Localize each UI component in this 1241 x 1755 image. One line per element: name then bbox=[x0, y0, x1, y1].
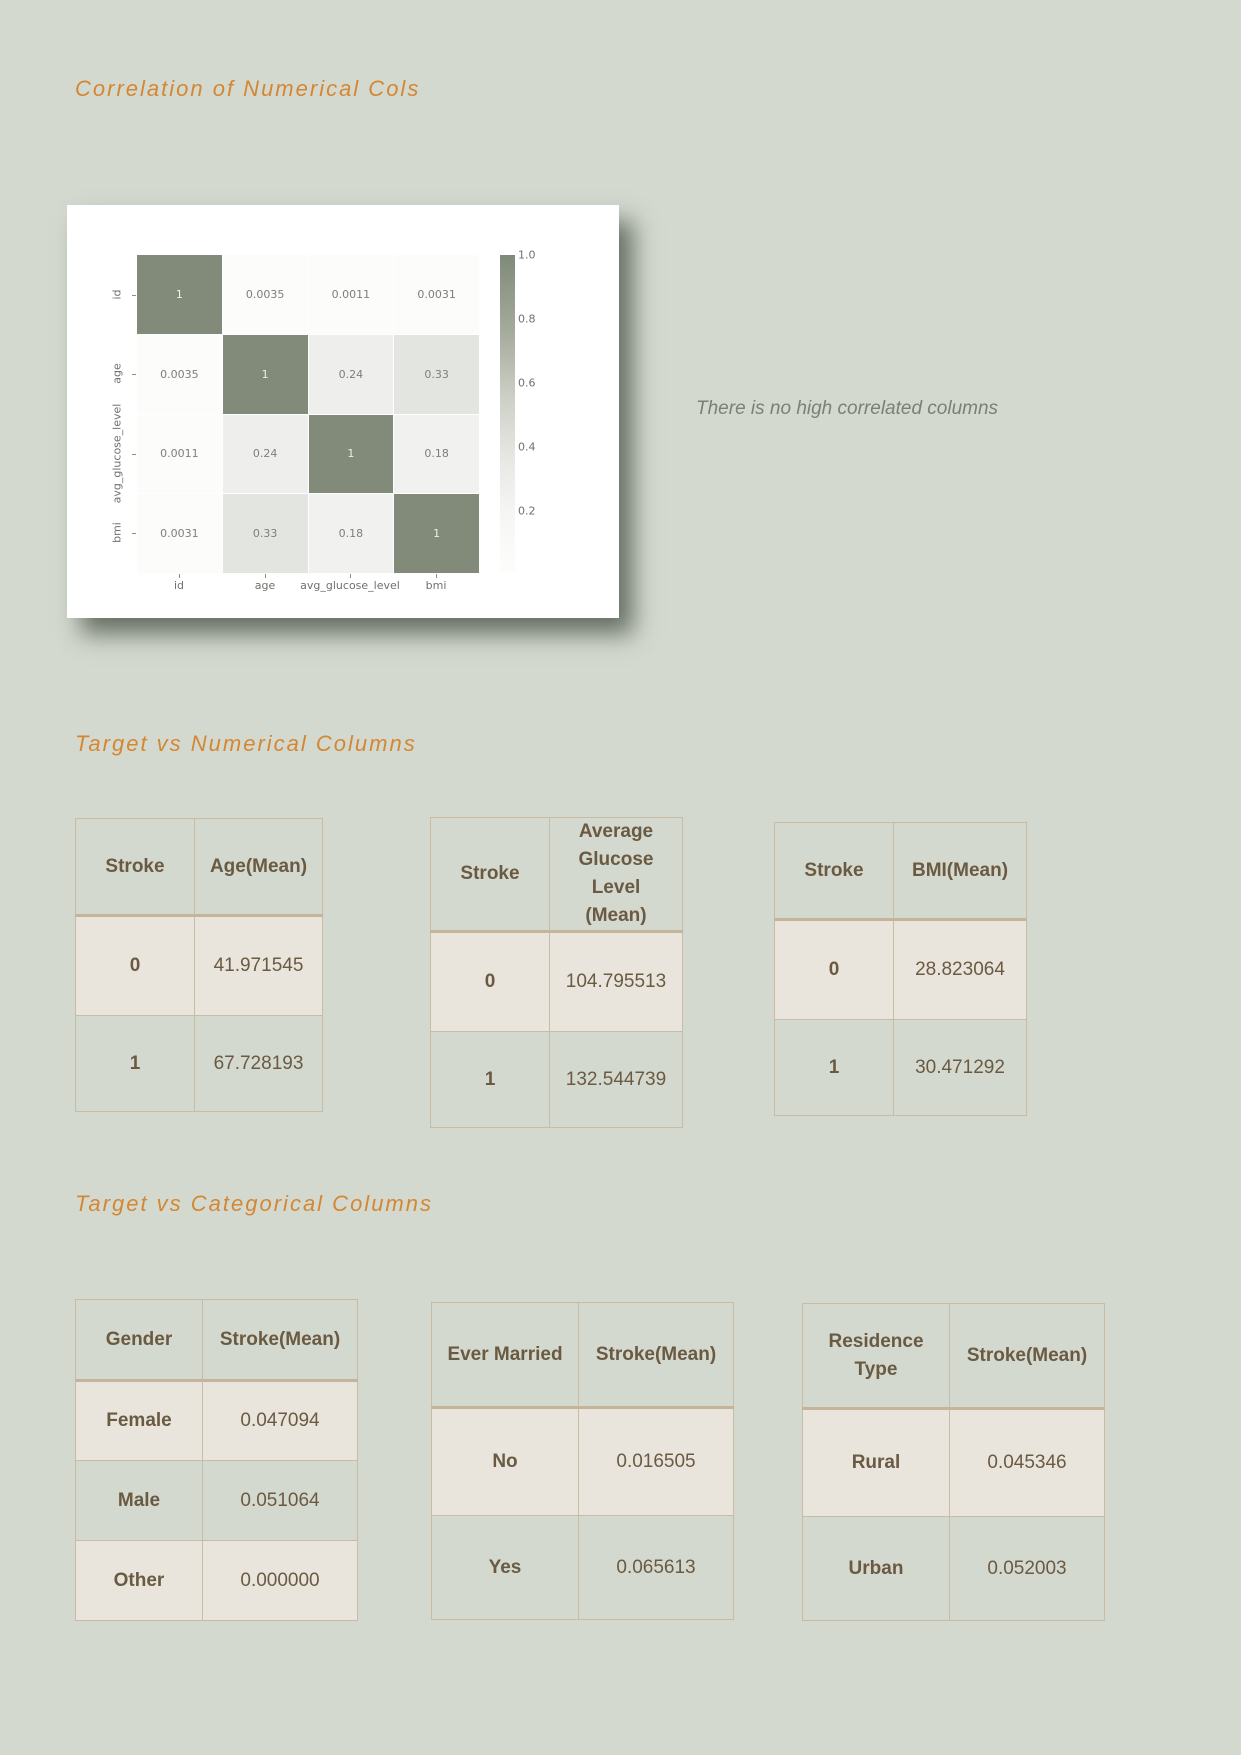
table-row bbox=[76, 916, 323, 1016]
table-cell: Urban bbox=[803, 1517, 950, 1621]
table-row bbox=[431, 1032, 683, 1128]
column-header: Stroke(Mean) bbox=[203, 1300, 358, 1381]
table-cell: Female bbox=[76, 1381, 203, 1461]
heatmap-cell: 0.24 bbox=[223, 415, 308, 494]
colorbar bbox=[500, 255, 515, 573]
table-row bbox=[431, 932, 683, 1032]
column-header: Average Glucose Level (Mean) bbox=[550, 818, 683, 932]
table-row bbox=[432, 1408, 734, 1516]
table-row bbox=[803, 1517, 1105, 1621]
heatmap-cell: 0.33 bbox=[223, 494, 308, 573]
table-cell: Rural bbox=[803, 1409, 950, 1517]
column-header: Stroke bbox=[431, 818, 550, 932]
heatmap-cell: 1 bbox=[394, 494, 479, 573]
bmi-mean-table bbox=[774, 822, 1027, 1116]
married-stroke-table bbox=[431, 1302, 734, 1620]
table-row bbox=[775, 920, 1027, 1020]
table-cell: 0.016505 bbox=[579, 1408, 734, 1516]
heatmap-cell: 1 bbox=[137, 255, 222, 334]
table-row bbox=[775, 1020, 1027, 1116]
x-tick-label: avg_glucose_level bbox=[300, 579, 400, 592]
x-tick bbox=[265, 574, 266, 578]
table-cell: 41.971545 bbox=[195, 916, 323, 1016]
table-cell: Other bbox=[76, 1541, 203, 1621]
table-cell: 0.051064 bbox=[203, 1461, 358, 1541]
heatmap-cell: 0.0035 bbox=[137, 335, 222, 414]
table-cell: 0.000000 bbox=[203, 1541, 358, 1621]
table-cell: 0 bbox=[431, 932, 550, 1032]
colorbar-tick: 0.6 bbox=[518, 376, 536, 390]
x-tick bbox=[436, 574, 437, 578]
heatmap-cell: 1 bbox=[309, 415, 394, 494]
y-tick bbox=[132, 374, 136, 375]
x-tick-label: age bbox=[254, 579, 276, 592]
x-tick bbox=[350, 574, 351, 578]
section-title-correlation: Correlation of Numerical Cols bbox=[75, 76, 421, 101]
table-row bbox=[432, 1516, 734, 1620]
column-header: Residence Type bbox=[803, 1304, 950, 1409]
heatmap-cell: 0.0011 bbox=[309, 255, 394, 334]
heatmap-cell: 0.18 bbox=[309, 494, 394, 573]
table-cell: 0.047094 bbox=[203, 1381, 358, 1461]
y-tick bbox=[132, 454, 136, 455]
gender-stroke-table bbox=[75, 1299, 358, 1621]
table-cell: 1 bbox=[76, 1016, 195, 1112]
table-cell: 30.471292 bbox=[894, 1020, 1027, 1116]
colorbar-tick: 0.2 bbox=[518, 504, 536, 518]
y-tick bbox=[132, 533, 136, 534]
table-cell: 67.728193 bbox=[195, 1016, 323, 1112]
section-title-numerical: Target vs Numerical Columns bbox=[75, 731, 417, 756]
table-cell: 28.823064 bbox=[894, 920, 1027, 1020]
colorbar-tick: 0.8 bbox=[518, 312, 536, 326]
heatmap-cell: 0.0031 bbox=[137, 494, 222, 573]
correlation-heatmap bbox=[67, 205, 619, 618]
y-tick bbox=[132, 295, 136, 296]
table-cell: 0.052003 bbox=[950, 1517, 1105, 1621]
table-row bbox=[76, 1461, 358, 1541]
column-header: Age(Mean) bbox=[195, 819, 323, 916]
heatmap-cell: 0.0011 bbox=[137, 415, 222, 494]
correlation-note: There is no high correlated columns bbox=[696, 398, 999, 419]
table-cell: No bbox=[432, 1408, 579, 1516]
heatmap-cell: 0.24 bbox=[309, 335, 394, 414]
x-tick-label: bmi bbox=[425, 579, 447, 592]
heatmap-cell: 0.0035 bbox=[223, 255, 308, 334]
column-header: Stroke bbox=[76, 819, 195, 916]
column-header: Stroke bbox=[775, 823, 894, 920]
y-tick-label: avg_glucose_level bbox=[110, 403, 124, 504]
table-row bbox=[76, 1016, 323, 1112]
y-tick-label: bmi bbox=[110, 522, 124, 543]
age-mean-table bbox=[75, 818, 323, 1112]
glucose-mean-table bbox=[430, 817, 683, 1128]
table-cell: 0.065613 bbox=[579, 1516, 734, 1620]
table-cell: 0 bbox=[76, 916, 195, 1016]
column-header: BMI(Mean) bbox=[894, 823, 1027, 920]
table-row bbox=[803, 1409, 1105, 1517]
table-cell: Yes bbox=[432, 1516, 579, 1620]
section-title-categorical: Target vs Categorical Columns bbox=[75, 1191, 433, 1216]
table-row bbox=[76, 1541, 358, 1621]
column-header: Stroke(Mean) bbox=[579, 1303, 734, 1408]
table-cell: 1 bbox=[431, 1032, 550, 1128]
heatmap-grid bbox=[137, 255, 479, 573]
table-cell: 132.544739 bbox=[550, 1032, 683, 1128]
colorbar-tick: 0.4 bbox=[518, 440, 536, 454]
table-row bbox=[76, 1381, 358, 1461]
residence-stroke-table bbox=[802, 1303, 1105, 1621]
heatmap-cell: 0.0031 bbox=[394, 255, 479, 334]
column-header: Ever Married bbox=[432, 1303, 579, 1408]
column-header: Gender bbox=[76, 1300, 203, 1381]
heatmap-cell: 0.18 bbox=[394, 415, 479, 494]
y-tick-label: id bbox=[110, 289, 124, 300]
table-cell: 1 bbox=[775, 1020, 894, 1116]
column-header: Stroke(Mean) bbox=[950, 1304, 1105, 1409]
table-cell: 0.045346 bbox=[950, 1409, 1105, 1517]
colorbar-tick: 1.0 bbox=[518, 248, 536, 262]
table-cell: 104.795513 bbox=[550, 932, 683, 1032]
heatmap-cell: 0.33 bbox=[394, 335, 479, 414]
y-tick-label: age bbox=[110, 363, 124, 384]
heatmap-cell: 1 bbox=[223, 335, 308, 414]
x-tick bbox=[179, 574, 180, 578]
x-tick-label: id bbox=[173, 579, 185, 592]
table-cell: Male bbox=[76, 1461, 203, 1541]
table-cell: 0 bbox=[775, 920, 894, 1020]
